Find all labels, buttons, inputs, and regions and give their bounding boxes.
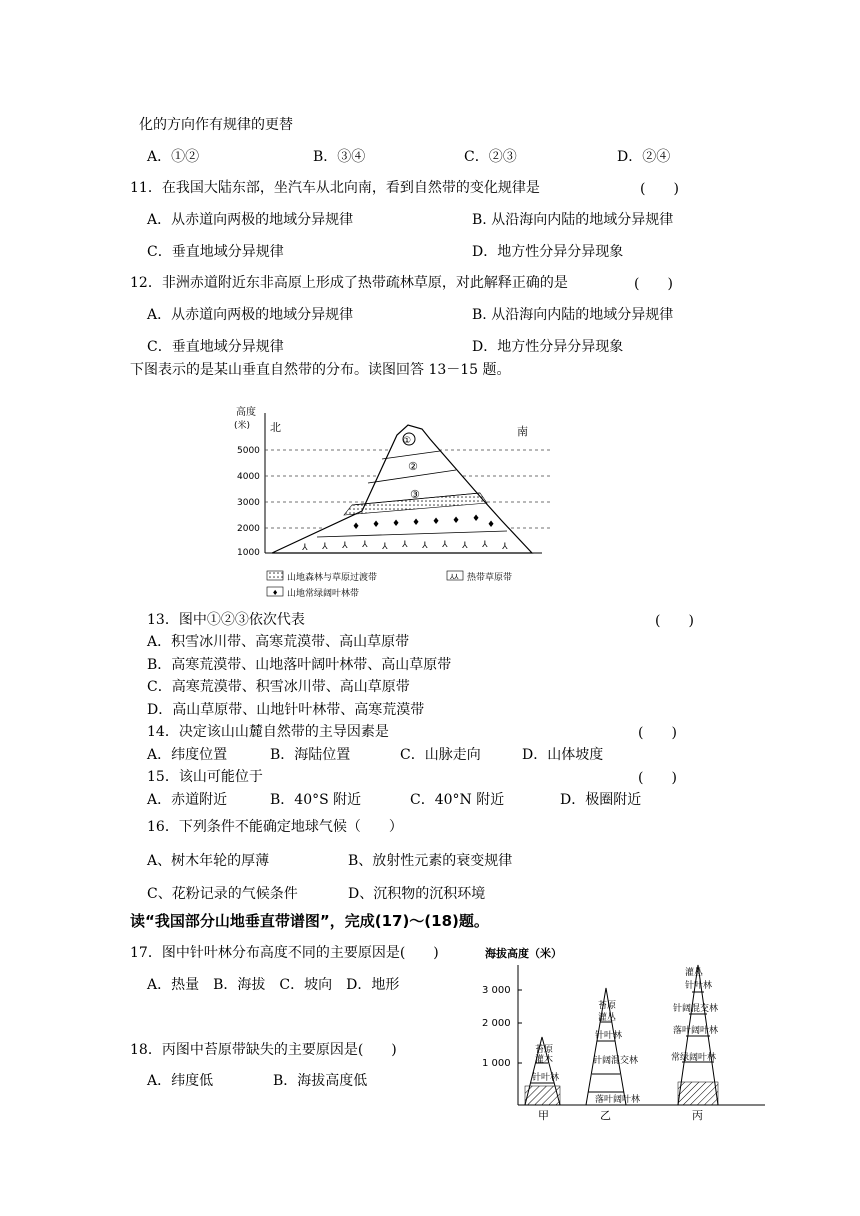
- option-a: A．从赤道向两极的地域分异规律: [147, 307, 354, 323]
- option-d: D．极圈附近: [560, 792, 642, 808]
- mountain-zone-figure: [232, 403, 562, 603]
- legend-transition: 山地森林与草原过渡带: [287, 573, 378, 583]
- svg-text:⅄: ⅄: [322, 542, 328, 552]
- belt-label: 落叶阔叶林: [595, 1095, 641, 1105]
- figure-intro: 读“我国部分山地垂直带谱图”，完成(17)～(18)题。: [130, 912, 489, 930]
- option-d: D．②④: [617, 149, 671, 165]
- question-15: 15．该山可能位于: [147, 769, 263, 785]
- belt-label: 灌木: [535, 1055, 554, 1065]
- legend-evergreen: 山地常绿阔叶林带: [287, 589, 360, 599]
- zone-1-label: ①: [403, 436, 412, 446]
- option-a: A．从赤道向两极的地域分异规律: [147, 212, 354, 228]
- tick-label: 4000: [237, 472, 260, 482]
- belt-label: 灌丛: [598, 1013, 617, 1023]
- tick-label: 2000: [237, 524, 260, 534]
- question-18: 18．丙图中苔原带缺失的主要原因是( ): [130, 1042, 397, 1058]
- option-d: D．地方性分异分异现象: [472, 244, 624, 260]
- option-c: C．山脉走向: [400, 747, 481, 763]
- option-d: D．高山草原带、山地针叶林带、高寒荒漠带: [147, 702, 425, 718]
- belt-label: 苔原: [535, 1045, 554, 1055]
- option-c: C．40°N 附近: [410, 792, 505, 808]
- answer-bracket: ( ): [634, 276, 673, 292]
- belt-label: 针阔混交林: [593, 1056, 639, 1066]
- option-c: C．垂直地域分异规律: [147, 339, 284, 355]
- svg-text:⅄: ⅄: [482, 540, 488, 550]
- question-14: 14．决定该山山麓自然带的主导因素是: [147, 724, 389, 740]
- option-b: B．海拔高度低: [273, 1073, 368, 1089]
- y-axis-label: 高度: [236, 407, 256, 418]
- svg-text:♦: ♦: [352, 522, 361, 532]
- option-b: B．海陆位置: [270, 747, 351, 763]
- belt-label: 针叶林: [532, 1073, 560, 1083]
- question-11: 11．在我国大陆东部，坐汽车从北向南，看到自然带的变化规律是: [130, 180, 540, 196]
- answer-bracket: ( ): [638, 770, 677, 786]
- svg-text:♦: ♦: [487, 520, 496, 530]
- belt-label: 针叶林: [685, 981, 713, 991]
- svg-text:♦: ♦: [452, 516, 461, 526]
- option-b: B. 从沿海向内陆的地域分异规律: [472, 307, 674, 323]
- answer-bracket: ( ): [638, 725, 677, 741]
- option-b: B．40°S 附近: [270, 792, 362, 808]
- option-d: D．地方性分异分异现象: [472, 339, 624, 355]
- option-a: A．①②: [147, 149, 200, 165]
- svg-text:⅄: ⅄: [342, 541, 348, 551]
- question-16: 16．下列条件不能确定地球气候（ ）: [147, 819, 403, 835]
- figure-intro: 下图表示的是某山垂直自然带的分布。读图回答 13－15 题。: [130, 362, 511, 378]
- option-c: C．②③: [464, 149, 517, 165]
- svg-text:⅄: ⅄: [302, 543, 308, 553]
- question-17: 17．图中针叶林分布高度不同的主要原因是( ): [130, 945, 439, 961]
- mountain-belt-figure: [480, 940, 770, 1125]
- option-a: A．赤道附近: [147, 792, 228, 808]
- tick-label: 3 000: [482, 985, 511, 996]
- north-label: 北: [270, 421, 281, 434]
- option-a: A．纬度低: [147, 1073, 214, 1089]
- svg-text:♦: ♦: [392, 519, 401, 529]
- belt-label: 常绿阔叶林: [671, 1053, 717, 1063]
- belt-label: 苔原: [598, 1001, 617, 1011]
- y-axis-label: 海拔高度（米）: [485, 947, 562, 960]
- mountain-label: 乙: [600, 1109, 611, 1122]
- tick-label: 2 000: [482, 1018, 511, 1029]
- option-d: D、沉积物的沉积环境: [348, 886, 486, 902]
- tick-label: 3000: [237, 498, 260, 508]
- y-axis-unit: (米): [234, 421, 251, 431]
- question-12: 12．非洲赤道附近东非高原上形成了热带疏林草原，对此解释正确的是: [130, 275, 568, 291]
- svg-text:⅄: ⅄: [462, 541, 468, 551]
- mountain-label: 甲: [538, 1109, 549, 1122]
- svg-text:⅄: ⅄: [502, 542, 508, 552]
- svg-text:⅄: ⅄: [382, 542, 388, 552]
- option-b: B．③④: [313, 149, 366, 165]
- tick-label: 1000: [237, 548, 260, 558]
- legend-savanna: 热带草原带: [467, 573, 513, 583]
- zone-3-label: ③: [410, 488, 420, 501]
- belt-label: 落叶阔叶林: [673, 1026, 719, 1036]
- option-b: B、放射性元素的衰变规律: [348, 853, 513, 869]
- belt-label: 针阔混交林: [673, 1004, 719, 1014]
- option-d: D．山体坡度: [522, 747, 604, 763]
- svg-text:♦: ♦: [432, 517, 441, 527]
- option-a: A．积雪冰川带、高寒荒漠带、高山草原带: [147, 634, 410, 650]
- svg-text:♦: ♦: [472, 514, 481, 524]
- mountain-label: 丙: [692, 1109, 703, 1122]
- belt-label: 灌丛: [685, 968, 704, 978]
- continued-text: 化的方向作有规律的更替: [139, 117, 293, 133]
- question-17-options: A．热量 B．海拔 C．坡向 D．地形: [147, 977, 400, 993]
- option-c: C．高寒荒漠带、积雪冰川带、高山草原带: [147, 679, 410, 695]
- tick-label: 1 000: [482, 1058, 511, 1069]
- svg-text:⅄⅄: ⅄⅄: [450, 573, 459, 581]
- option-b: B. 从沿海向内陆的地域分异规律: [472, 212, 674, 228]
- answer-bracket: ( ): [640, 181, 679, 197]
- svg-text:⅄: ⅄: [362, 540, 368, 550]
- answer-bracket: ( ): [655, 613, 694, 629]
- belt-label: 针叶林: [595, 1031, 623, 1041]
- option-c: C、花粉记录的气候条件: [147, 886, 298, 902]
- svg-text:⅄: ⅄: [402, 540, 408, 550]
- option-b: B．高寒荒漠带、山地落叶阔叶林带、高山草原带: [147, 657, 452, 673]
- option-a: A．纬度位置: [147, 747, 228, 763]
- svg-text:⅄: ⅄: [442, 540, 448, 550]
- tick-label: 5000: [237, 446, 260, 456]
- svg-text:♦: ♦: [372, 520, 381, 530]
- south-label: 南: [517, 425, 528, 438]
- option-c: C．垂直地域分异规律: [147, 244, 284, 260]
- svg-text:⅄: ⅄: [422, 541, 428, 551]
- zone-2-label: ②: [408, 460, 418, 473]
- svg-text:♦: ♦: [412, 518, 421, 528]
- option-a: A、树木年轮的厚薄: [147, 853, 270, 869]
- question-13: 13．图中①②③依次代表: [147, 612, 305, 628]
- svg-text:♦: ♦: [272, 589, 279, 597]
